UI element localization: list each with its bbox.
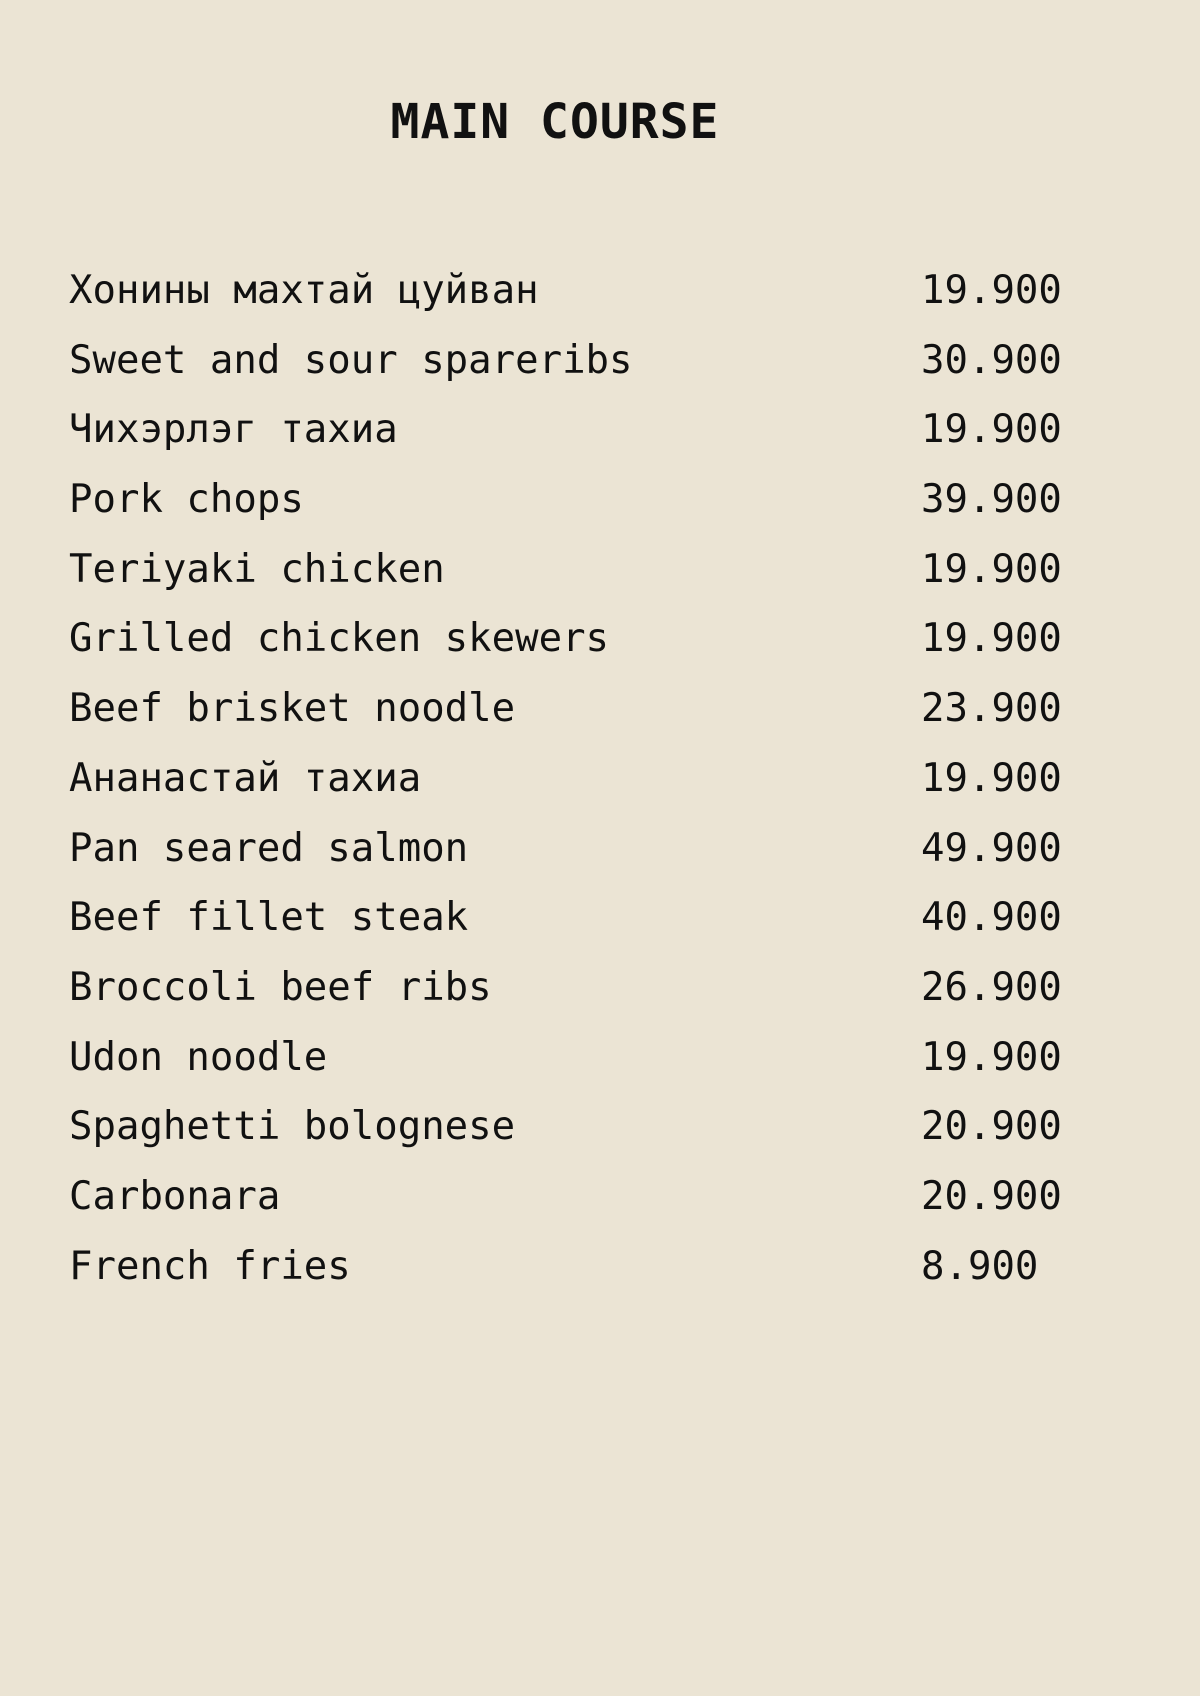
list-item — [69, 1034, 1069, 1104]
item-price: 30.900 — [921, 337, 1062, 383]
item-price: 19.900 — [921, 616, 1062, 662]
item-price: 8.900 — [921, 1243, 1039, 1289]
list-item — [69, 685, 1069, 755]
item-name: Sweet and sour spareribs — [69, 337, 633, 383]
item-price: 20.900 — [921, 1104, 1062, 1150]
list-item — [69, 1173, 1069, 1243]
item-name: Broccoli beef ribs — [69, 964, 492, 1010]
item-name: Udon noodle — [69, 1034, 328, 1080]
item-name: Beef brisket noodle — [69, 686, 516, 732]
item-price: 49.900 — [921, 825, 1062, 871]
item-price: 19.900 — [921, 268, 1062, 313]
item-name: Carbonara — [69, 1173, 281, 1219]
item-price: 20.900 — [921, 1173, 1062, 1219]
item-price: 19.900 — [921, 1034, 1062, 1080]
item-price: 19.900 — [921, 546, 1062, 592]
list-item — [69, 894, 1069, 964]
list-item — [69, 406, 1069, 476]
page-title: MAIN COURSE — [390, 94, 720, 150]
list-item — [69, 615, 1069, 685]
item-name: Teriyaki chicken — [69, 546, 445, 592]
item-name: Pan seared salmon — [69, 825, 469, 871]
item-price: 23.900 — [921, 686, 1062, 732]
list-item — [69, 755, 1069, 825]
list-item — [69, 1103, 1069, 1173]
item-price: 19.900 — [921, 407, 1062, 453]
item-name: Beef fillet steak — [69, 895, 469, 941]
list-item — [69, 825, 1069, 895]
item-name: Pork chops — [69, 477, 304, 523]
item-price: 39.900 — [921, 477, 1062, 523]
item-name: Ананастай тахиа — [69, 755, 422, 801]
list-item — [69, 546, 1069, 616]
item-price: 19.900 — [921, 755, 1062, 801]
list-item — [69, 267, 1069, 337]
list-item — [69, 1243, 1069, 1313]
list-item — [69, 476, 1069, 546]
list-item — [69, 337, 1069, 407]
item-name: Чихэрлэг тахиа — [69, 407, 398, 453]
item-price: 40.900 — [921, 895, 1062, 941]
item-name: Grilled chicken skewers — [69, 616, 610, 662]
item-name: Хонины махтай цуйван — [69, 268, 539, 313]
list-item — [69, 964, 1069, 1034]
item-name: French fries — [69, 1243, 351, 1289]
menu-list — [69, 267, 1069, 1312]
item-name: Spaghetti bolognese — [69, 1104, 516, 1150]
item-price: 26.900 — [921, 964, 1062, 1010]
